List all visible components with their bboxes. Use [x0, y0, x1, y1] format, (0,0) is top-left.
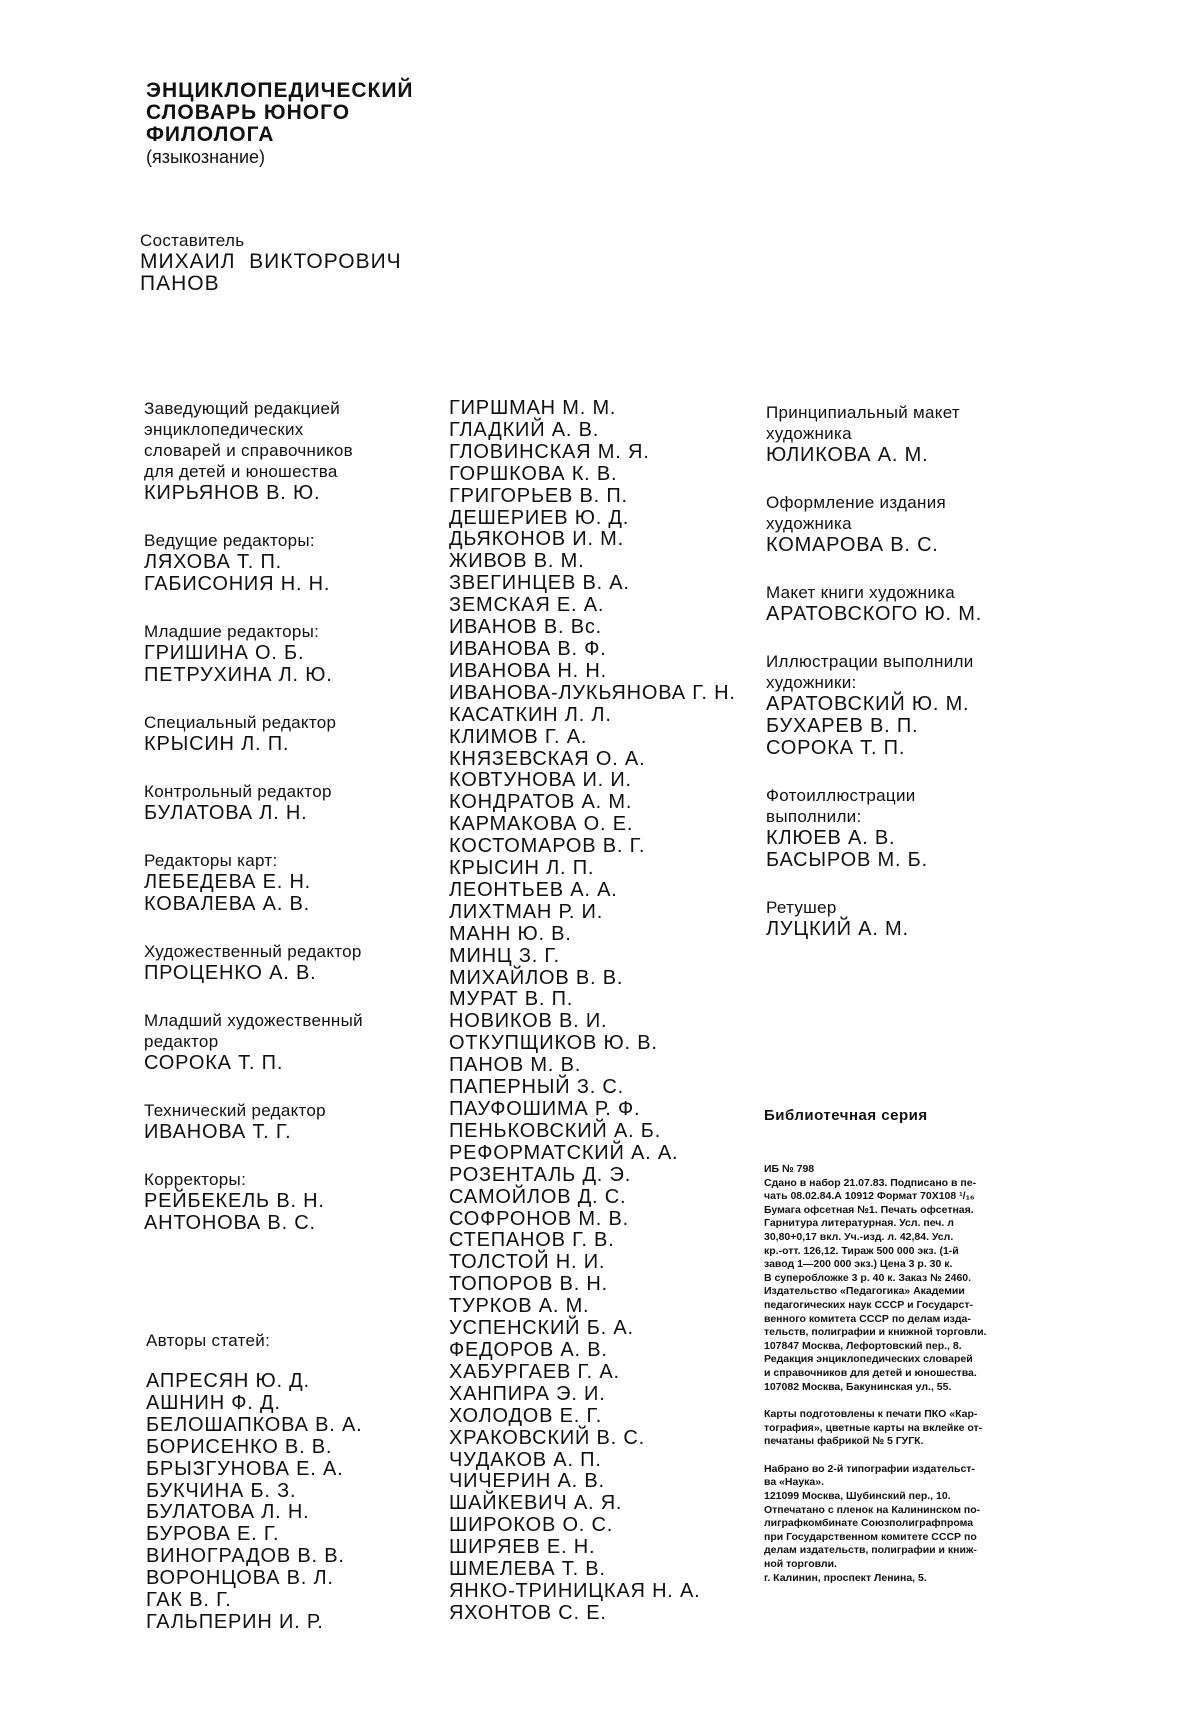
imprint-line: 107847 Москва, Лефортовский пер., 8.	[764, 1339, 962, 1352]
imprint-line: 30,80+0,17 вкл. Уч.-изд. л. 42,84. Усл.	[764, 1230, 954, 1243]
author-name: ХАНПИРА Э. И.	[449, 1382, 606, 1405]
imprint-line: Отпечатано с пленок на Калининском по-	[764, 1503, 981, 1516]
credit-name: БАСЫРОВ М. Б.	[766, 849, 928, 871]
author-name: МАНН Ю. В.	[449, 922, 572, 945]
staff-role: словарей и справочников	[144, 441, 353, 460]
credit-role: Принципиальный макет	[766, 403, 960, 422]
staff-name: КРЫСИН Л. П.	[144, 733, 290, 755]
author-name: ШИРЯЕВ Е. Н.	[449, 1536, 596, 1559]
author-name: ВОРОНЦОВА В. Л.	[146, 1567, 334, 1590]
credit-name: АРАТОВСКОГО Ю. М.	[766, 603, 983, 625]
author-name: ТУРКОВ А. М.	[449, 1295, 590, 1318]
imprint-line: г. Калинин, проспект Ленина, 5.	[764, 1571, 927, 1584]
imprint-line: Издательство «Педагогика» Академии	[764, 1285, 965, 1298]
staff-group	[144, 941, 444, 984]
imprint-line: 121099 Москва, Шубинский пер., 10.	[764, 1490, 951, 1503]
author-name: ПАПЕРНЫЙ З. С.	[449, 1076, 625, 1099]
credit-group	[766, 897, 1066, 940]
series-heading	[764, 1107, 928, 1125]
imprint-line: Сдано в набор 21.07.83. Подписано в пе-	[764, 1176, 977, 1189]
author-name: ПЕНЬКОВСКИЙ А. Б.	[449, 1119, 662, 1142]
staff-role: Младшие редакторы:	[144, 622, 320, 641]
credit-group	[766, 492, 1066, 556]
imprint-line: и справочников для детей и юношества.	[764, 1366, 977, 1379]
author-name: МИХАЙЛОВ В. В.	[449, 966, 624, 989]
imprint-line: делам издательств, полиграфии и книж-	[764, 1544, 977, 1557]
imprint-line: тельств, полиграфии и книжной торговли.	[764, 1326, 987, 1339]
author-name: ФЕДОРОВ А. В.	[449, 1338, 608, 1361]
author-name: БОРИСЕНКО В. В.	[146, 1435, 333, 1458]
imprint-line: чать 08.02.84.А 10912 Формат 70Х108 ¹/₁₆	[764, 1190, 975, 1203]
author-name: АШНИН Ф. Д.	[146, 1391, 281, 1414]
staff-name: СОРОКА Т. П.	[144, 1052, 284, 1074]
title-line-1: ЭНЦИКЛОПЕДИЧЕСКИЙ	[146, 79, 414, 102]
staff-role: Корректоры:	[144, 1170, 247, 1189]
credit-name: ЛУЦКИЙ А. М.	[766, 918, 909, 940]
author-name: ЛЕОНТЬЕВ А. А.	[449, 878, 618, 901]
author-name: БУКЧИНА Б. З.	[146, 1479, 297, 1502]
author-name: ЯХОНТОВ С. Е.	[449, 1601, 607, 1624]
staff-name: ГРИШИНА О. Б.	[144, 642, 305, 664]
author-name: ШМЕЛЕВА Т. В.	[449, 1558, 606, 1581]
author-name: КЛИМОВ Г. А.	[449, 725, 588, 748]
title-line-3: ФИЛОЛОГА	[146, 123, 275, 146]
author-name: ВИНОГРАДОВ В. В.	[146, 1545, 345, 1568]
authors-column-1	[146, 1371, 362, 1634]
credit-name: КЛЮЕВ А. В.	[766, 827, 896, 849]
authors-section	[146, 1330, 270, 1351]
compiler-name-line-1: МИХАИЛ ВИКТОРОВИЧ	[140, 250, 402, 273]
staff-group	[144, 1100, 444, 1143]
author-name: СТЕПАНОВ Г. В.	[449, 1229, 615, 1252]
author-name: ЖИВОВ В. М.	[449, 550, 585, 573]
imprint-line: педагогических наук СССР и Государст-	[764, 1298, 974, 1311]
author-name: ПАНОВ М. В.	[449, 1054, 582, 1077]
credit-group	[766, 651, 1066, 759]
author-name: ХАБУРГАЕВ Г. А.	[449, 1360, 620, 1383]
imprint-paragraph	[764, 1163, 1064, 1394]
author-name: ЧИЧЕРИН А. В.	[449, 1470, 605, 1493]
book-title	[146, 80, 414, 168]
author-name: МИНЦ З. Г.	[449, 944, 560, 967]
imprint-line: Набрано во 2-й типографии издательст-	[764, 1462, 975, 1475]
staff-role: для детей и юношества	[144, 462, 338, 481]
credit-role: художника	[766, 424, 852, 443]
author-name: БЕЛОШАПКОВА В. А.	[146, 1413, 363, 1436]
credit-name: АРАТОВСКИЙ Ю. М.	[766, 693, 970, 715]
author-name: ГРИГОРЬЕВ В. П.	[449, 484, 628, 507]
authors-label: Авторы статей:	[146, 1331, 271, 1350]
credit-name: БУХАРЕВ В. П.	[766, 715, 919, 737]
author-name: САМОЙЛОВ Д. С.	[449, 1185, 627, 1208]
imprint-block	[764, 1163, 1064, 1599]
author-name: АПРЕСЯН Ю. Д.	[146, 1370, 310, 1392]
author-name: КОСТОМАРОВ В. Г.	[449, 835, 646, 858]
author-name: НОВИКОВ В. И.	[449, 1010, 608, 1033]
staff-role: Художественный редактор	[144, 942, 362, 961]
imprint-line: ва «Наука».	[764, 1476, 825, 1489]
author-name: РЕФОРМАТСКИЙ А. А.	[449, 1141, 679, 1164]
title-subtitle: (языкознание)	[146, 147, 266, 167]
author-name: ЯНКО-ТРИНИЦКАЯ Н. А.	[449, 1579, 701, 1602]
imprint-line: Редакция энциклопедических словарей	[764, 1353, 973, 1366]
staff-name: ЛЕБЕДЕВА Е. Н.	[144, 871, 312, 893]
author-name: ИВАНОВА-ЛУКЬЯНОВА Г. Н.	[449, 681, 736, 704]
credit-role: Оформление издания	[766, 493, 947, 512]
staff-group	[144, 712, 444, 755]
imprint-paragraph	[764, 1408, 1064, 1449]
author-name: КОНДРАТОВ А. М.	[449, 791, 633, 814]
imprint-line: венного комитета СССР по делам изда-	[764, 1312, 971, 1325]
author-name: БУЛАТОВА Л. Н.	[146, 1501, 310, 1524]
imprint-line: Гарнитура литературная. Усл. печ. л	[764, 1217, 954, 1230]
author-name: БУРОВА Е. Г.	[146, 1523, 280, 1546]
author-name: ХОЛОДОВ Е. Г.	[449, 1404, 603, 1427]
author-name: ГАК В. Г.	[146, 1589, 232, 1612]
imprint-line: при Государственном комитете СССР по	[764, 1530, 977, 1543]
staff-group	[144, 398, 444, 504]
compiler-block	[140, 230, 402, 295]
staff-name: ИВАНОВА Т. Г.	[144, 1121, 292, 1143]
staff-role: редактор	[144, 1032, 219, 1051]
staff-name: ЛЯХОВА Т. П.	[144, 551, 283, 573]
imprint-line: 107082 Москва, Бакунинская ул., 55.	[764, 1380, 952, 1393]
author-name: ЗЕМСКАЯ Е. А.	[449, 594, 605, 617]
staff-role: Технический редактор	[144, 1101, 326, 1120]
staff-name: БУЛАТОВА Л. Н.	[144, 802, 308, 824]
credit-role: художника	[766, 514, 852, 533]
author-name: ИВАНОВА Н. Н.	[449, 659, 607, 682]
credit-role: Фотоиллюстрации	[766, 786, 916, 805]
compiler-name-line-2: ПАНОВ	[140, 272, 220, 295]
author-name: ГОРШКОВА К. В.	[449, 462, 618, 485]
author-name: КАСАТКИН Л. Л.	[449, 703, 612, 726]
author-name: ТОПОРОВ В. Н.	[449, 1273, 609, 1296]
author-name: КНЯЗЕВСКАЯ О. А.	[449, 747, 646, 770]
series-title: Библиотечная серия	[764, 1107, 928, 1124]
author-name: ШАЙКЕВИЧ А. Я.	[449, 1492, 623, 1515]
imprint-line: ной торговли.	[764, 1558, 837, 1571]
staff-group	[144, 530, 444, 595]
author-name: РОЗЕНТАЛЬ Д. Э.	[449, 1163, 632, 1186]
author-name: ЗВЕГИНЦЕВ В. А.	[449, 572, 630, 595]
author-name: СОФРОНОВ М. В.	[449, 1207, 629, 1230]
credit-group	[766, 582, 1066, 625]
staff-role: энциклопедических	[144, 420, 304, 439]
imprint-line: кр.-отт. 126,12. Тираж 500 000 экз. (1-й	[764, 1244, 959, 1257]
authors-column-2	[449, 398, 736, 1625]
imprint-line: печатаны фабрикой № 5 ГУГК.	[764, 1435, 924, 1448]
author-name: БРЫЗГУНОВА Е. А.	[146, 1457, 344, 1480]
staff-role: Заведующий редакцией	[144, 399, 341, 418]
credit-name: КОМАРОВА В. С.	[766, 534, 939, 556]
credit-name: СОРОКА Т. П.	[766, 737, 906, 759]
imprint-line: завод 1—200 000 экз.) Цена 3 р. 30 к.	[764, 1258, 953, 1271]
author-name: ЛИХТМАН Р. И.	[449, 900, 604, 923]
author-name: КРЫСИН Л. П.	[449, 857, 595, 880]
staff-role: Специальный редактор	[144, 713, 337, 732]
staff-name: РЕЙБЕКЕЛЬ В. Н.	[144, 1190, 325, 1212]
credits-column	[766, 402, 1066, 966]
staff-name: КИРЬЯНОВ В. Ю.	[144, 482, 321, 504]
staff-name: ПЕТРУХИНА Л. Ю.	[144, 664, 333, 686]
author-name: ГЛОВИНСКАЯ М. Я.	[449, 440, 650, 463]
credit-role: Ретушер	[766, 898, 837, 917]
author-name: ГАЛЬПЕРИН И. Р.	[146, 1610, 324, 1633]
staff-group	[144, 621, 444, 686]
staff-group	[144, 1010, 444, 1074]
credit-role: художники:	[766, 673, 857, 692]
staff-column	[144, 398, 444, 1260]
compiler-role: Составитель	[140, 231, 245, 250]
credit-role: выполнили:	[766, 807, 862, 826]
staff-role: Контрольный редактор	[144, 782, 332, 801]
staff-name: ГАБИСОНИЯ Н. Н.	[144, 573, 331, 595]
author-name: ТОЛСТОЙ Н. И.	[449, 1251, 606, 1274]
staff-name: ПРОЦЕНКО А. В.	[144, 962, 317, 984]
author-name: ИВАНОВ В. Вс.	[449, 616, 603, 639]
author-name: ДЕШЕРИЕВ Ю. Д.	[449, 506, 630, 529]
author-name: КАРМАКОВА О. Е.	[449, 813, 634, 836]
author-name: ГЛАДКИЙ А. В.	[449, 418, 600, 441]
credit-name: ЮЛИКОВА А. М.	[766, 444, 929, 466]
imprint-line: Бумага офсетная №1. Печать офсетная.	[764, 1203, 974, 1216]
author-name: ЧУДАКОВ А. П.	[449, 1448, 602, 1471]
staff-role: Младший художественный	[144, 1011, 363, 1030]
author-name: ХРАКОВСКИЙ В. С.	[449, 1426, 645, 1449]
staff-name: КОВАЛЕВА А. В.	[144, 893, 311, 915]
author-name: УСПЕНСКИЙ Б. А.	[449, 1317, 634, 1340]
title-line-2: СЛОВАРЬ ЮНОГО	[146, 101, 351, 124]
staff-group	[144, 1169, 444, 1234]
imprint-paragraph	[764, 1463, 1064, 1585]
credit-role: Макет книги художника	[766, 583, 956, 602]
staff-role: Ведущие редакторы:	[144, 531, 315, 550]
credit-group	[766, 785, 1066, 871]
author-name: ОТКУПЩИКОВ Ю. В.	[449, 1032, 658, 1055]
imprint-line: Карты подготовлены к печати ПКО «Кар-	[764, 1408, 978, 1421]
imprint-line: В суперобложке 3 р. 40 к. Заказ № 2460.	[764, 1271, 972, 1284]
author-name: МУРАТ В. П.	[449, 988, 574, 1011]
author-name: ШИРОКОВ О. С.	[449, 1514, 614, 1537]
staff-group	[144, 850, 444, 915]
author-name: КОВТУНОВА И. И.	[449, 769, 632, 792]
staff-name: АНТОНОВА В. С.	[144, 1212, 316, 1234]
imprint-line: тография», цветные карты на вклейке от-	[764, 1421, 983, 1434]
author-name: ИВАНОВА В. Ф.	[449, 637, 607, 660]
credit-group	[766, 402, 1066, 466]
imprint-line: ИБ № 798	[764, 1163, 815, 1175]
staff-role: Редакторы карт:	[144, 851, 278, 870]
credit-role: Иллюстрации выполнили	[766, 652, 974, 671]
imprint-line: лиграфкомбинате Союзполиграфпрома	[764, 1517, 974, 1530]
author-name: ДЬЯКОНОВ И. М.	[449, 528, 624, 551]
staff-group	[144, 781, 444, 824]
author-name: ГИРШМАН М. М.	[449, 397, 617, 419]
author-name: ПАУФОШИМА Р. Ф.	[449, 1098, 641, 1120]
